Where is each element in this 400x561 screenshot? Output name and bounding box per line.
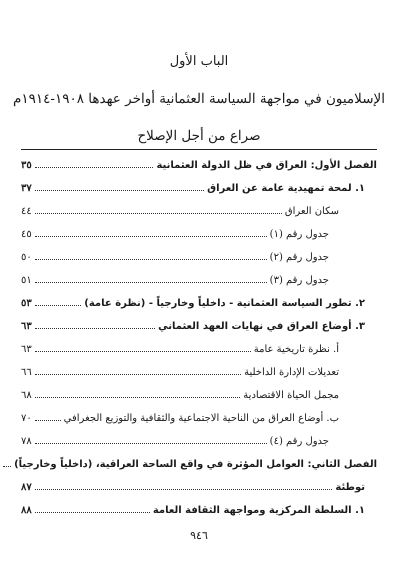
toc-entry-title: أ. نظرة تاريخية عامة xyxy=(254,344,340,355)
part-subtitle: الإسلاميون في مواجهة السياسة العثمانية أواخر عهدها ١٩٠٨-١٩١٤م xyxy=(14,91,386,107)
toc-entry-title: ب. أوضاع العراق من الناحية الاجتماعية والثقافية والتوزيع الجغرافي xyxy=(64,413,340,424)
toc-dot-leader xyxy=(36,397,242,398)
toc-entry-page: ٦٣ xyxy=(22,321,33,332)
toc-entry-page: ٧٨ xyxy=(22,436,33,447)
toc-entry xyxy=(22,173,378,196)
toc-entry xyxy=(22,426,378,449)
toc-entry-page: ٨٧ xyxy=(22,482,33,493)
toc-dot-leader xyxy=(36,282,268,283)
toc-entry-title: ٣. أوضاع العراق في نهايات العهد العثماني xyxy=(159,321,366,332)
toc-entry-title: ١. السلطة المركزية ومواجهة الثقافة العامة xyxy=(153,505,366,516)
toc-entry-title: جدول رقم (٢) xyxy=(270,252,330,263)
toc-entry-page: ٨٨ xyxy=(22,505,33,516)
toc-dot-leader xyxy=(36,305,83,306)
toc-entry xyxy=(15,449,378,472)
toc-entry-page: ٦٣ xyxy=(22,344,33,355)
toc-entry-title: تعديلات الإدارة الداخلية xyxy=(245,367,340,378)
toc-entry-page: ٥٠ xyxy=(22,252,33,263)
toc-entry-page: ٥٣ xyxy=(22,298,33,309)
toc-entry-title: الفصل الأول: العراق في ظل الدولة العثمانية xyxy=(157,160,378,171)
toc-entry-title: الفصل الثاني: العوامل المؤثرة في واقع الساحة العراقية، (داخلياً وخارجياً) xyxy=(15,459,378,470)
toc-entry xyxy=(22,495,378,518)
toc-list xyxy=(15,150,378,518)
toc-entry-page xyxy=(0,459,1,472)
toc-dot-leader xyxy=(36,190,205,191)
part-title: الباب الأول xyxy=(170,54,230,69)
toc-dot-leader xyxy=(36,489,334,490)
toc-entry-page: ٦٨ xyxy=(22,390,33,401)
toc-entry-title: ٢. تطور السياسة العثمانية - داخلياً وخارجياً - (نظرة عامة) xyxy=(85,298,366,309)
toc-entry xyxy=(22,288,378,311)
toc-entry xyxy=(22,334,378,357)
toc-dot-leader xyxy=(36,512,151,513)
toc-entry xyxy=(22,196,378,219)
toc-entry-page: ٣٥ xyxy=(22,160,33,171)
toc-entry xyxy=(22,242,378,265)
toc-dot-leader xyxy=(36,443,268,444)
toc-entry xyxy=(22,472,378,495)
table-of-contents xyxy=(15,149,378,518)
part-theme: صراع من أجل الإصلاح xyxy=(138,128,262,144)
toc-dot-leader xyxy=(36,167,155,168)
toc-entry-title: مجمل الحياة الاقتصادية xyxy=(244,390,340,401)
toc-entry xyxy=(22,265,378,288)
toc-entry-title: ١. لمحة تمهيدية عامة عن العراق xyxy=(208,183,366,194)
toc-entry xyxy=(22,150,378,173)
toc-dot-leader xyxy=(36,420,62,421)
toc-entry-page: ٥١ xyxy=(22,275,33,286)
toc-entry xyxy=(22,380,378,403)
toc-entry-page: ٤٥ xyxy=(22,229,33,240)
toc-dot-leader xyxy=(36,259,268,260)
toc-dot-leader xyxy=(36,213,283,214)
toc-dot-leader xyxy=(4,466,12,467)
toc-dot-leader xyxy=(36,236,268,237)
toc-entry-page: ٦٦ xyxy=(22,367,33,378)
toc-entry-page: ٧٠ xyxy=(22,413,33,424)
toc-entry xyxy=(22,357,378,380)
toc-entry-title: جدول رقم (٣) xyxy=(270,275,330,286)
toc-entry-title: سكان العراق xyxy=(285,206,340,217)
toc-dot-leader xyxy=(36,374,242,375)
toc-entry xyxy=(22,403,378,426)
toc-entry xyxy=(22,219,378,242)
toc-entry-page: ٤٤ xyxy=(22,206,33,217)
toc-dot-leader xyxy=(36,351,252,352)
page-number: ٩٤٦ xyxy=(191,529,209,542)
toc-entry xyxy=(22,311,378,334)
toc-entry-title: جدول رقم (١) xyxy=(270,229,330,240)
toc-entry-title: توطئة xyxy=(336,482,366,493)
toc-entry-title: جدول رقم (٤) xyxy=(270,436,330,447)
toc-entry-page: ٣٧ xyxy=(22,183,33,194)
toc-dot-leader xyxy=(36,328,156,329)
